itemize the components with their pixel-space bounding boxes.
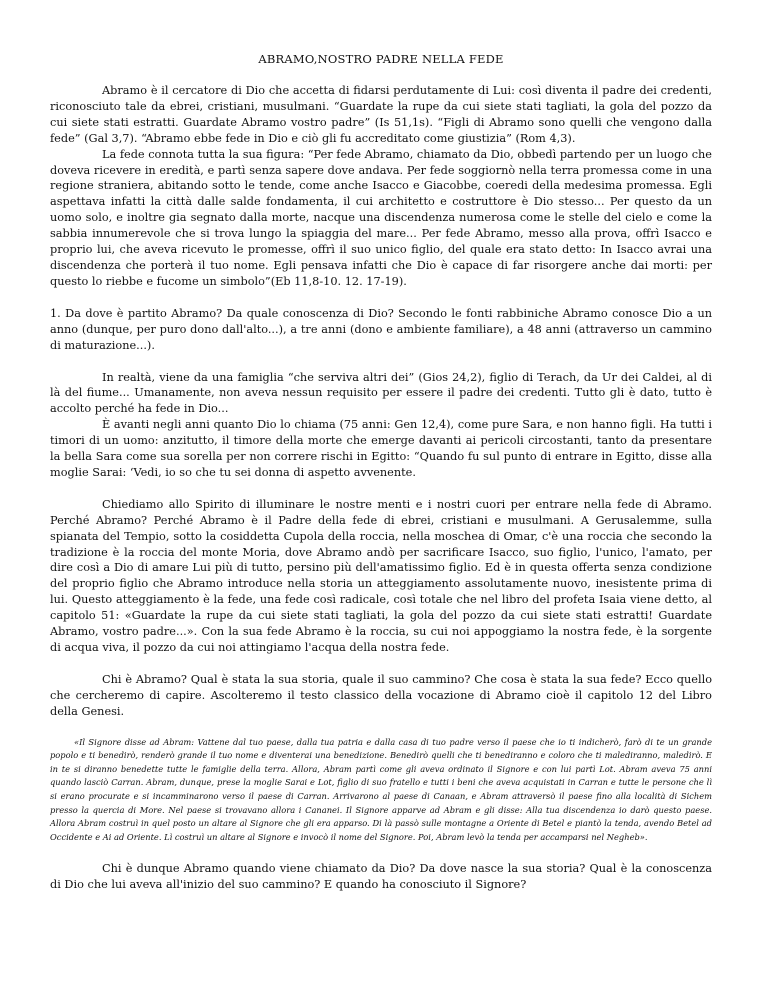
paragraph-spirit: Chiediamo allo Spirito di illuminare le nostre menti e i nostri cuori per entrare nella fede di Abramo. Perché Abramo? Perché Abramo è il Padre della fede di ebrei, cristiani e musulmani. A Gerusalemme, sulla spianata del Tempio, sotto la cosiddetta Cupola della roccia, nella moschea di Omar, c'è una roccia che secondo la tradizione è la roccia del monte Moria, dove Abramo andò per sacrificare Isacco, suo figlio, l'unico, l'amato, per dire così a Dio di amare Lui più di tutto, persino più dell'amatissimo figlio. Ed è in questa offerta senza condizione del proprio figlio che Abramo introduce nella storia un atteggiamento assolutamente nuovo, inesistente prima di lui. Questo atteggiamento è la fede, una fede così radicale, così totale che nel libro del profeta Isaia viene detto, al capitolo 51: «Guardate la rupe da cui siete stati tagliati, la gola del pozzo da cui siete stati estratti! Guardate Abramo, vostro padre...». Con la sua fede Abramo è la roccia, su cui noi appoggiamo la nostra fede, è la sorgente di acqua viva, il pozzo da cui noi attingiamo l'acqua della nostra fede. — [50, 497, 712, 654]
paragraph-intro: Abramo è il cercatore di Dio che accetta di fidarsi perdutamente di Lui: così diventa il padre dei credenti, riconosciuto tale da ebrei, cristiani, musulmani. “Guardate la rupe da cui siete stati tagliati, la gola del pozzo da cui siete stati estratti. Guardate Abramo vostro padre” (Is 51,1s). “Figli di Abramo sono quelli che vengono dalla fede” (Gal 3,7). “Abramo ebbe fede in Dio e ciò gli fu accreditato come giustizia” (Rom 4,3). — [50, 84, 712, 145]
paragraph-who-is-abraham: Chi è Abramo? Qual è stata la sua storia, quale il suo cammino? Che cosa è stata la sua fede? Ecco quello che cercheremo di capire. Ascolteremo il testo classico della vocazione di Abramo cioè il capitolo 12 del Libro della Genesi. — [50, 672, 712, 718]
genesis-quote: «Il Signore disse ad Abram: Vattene dal tuo paese, dalla tua patria e dalla casa di tuo padre verso il paese che io ti indicherò, farò di te un grande popolo e ti benedirò, renderò grande il tuo nome e diventerai una benedizione. Benedirò quelli che ti benediranno e coloro che ti malediranno, maledirò. E in te si diranno benedette tutte le famiglie della terra. Allora, Abram partì come gli aveva ordinato il Signore e con lui partì Lot. Abram aveva 75 anni quando lasciò Carran. Abram, dunque, prese la moglie Sarai e Lot, figlio di suo fratello e tutti i beni che aveva acquistati in Carran e tutte le persone che lì si erano procurate e si incamminarono verso il paese di Carran. Arrivarono al paese di Canaan, e Abram attraversò il paese fino alla località di Sichem presso la quercia di More. Nel paese si trovavano allora i Cananei. Il Signore apparve ad Abram e gli disse: Alla tua discendenza io darò questo paese. Allora Abram costruì in quel posto un altare al Signore che gli era apparso. Di là passò sulle montagne a Oriente di Betel e piantò la tenda, avendo Betel ad Occidente e Ai ad Oriente. Lì costruì un altare al Signore e invocò il nome del Signore. Poi, Abram levò la tenda per accamparsi nel Negheb». — [50, 736, 712, 842]
paragraph-age: È avanti negli anni quanto Dio lo chiama (75 anni: Gen 12,4), come pure Sara, e non hanno figli. Ha tutti i timori di un uomo: anzitutto, il timore della morte che emerge davanti ai pericoli circostanti, tanto da presentare la bella Sara come sua sorella per non correre rischi in Egitto: “Quando fu sul punto di entrare in Egitto, disse alla moglie Sarai: ‘Vedi, io so che tu sei donna di aspetto avvenente. — [50, 418, 712, 479]
paragraph-question-1: 1. Da dove è partito Abramo? Da quale conoscenza di Dio? Secondo le fonti rabbiniche Abramo conosce Dio a un anno (dunque, per puro dono dall'alto...), a tre anni (dono e ambiente familiare), a 48 anni (attraverso un cammino di maturazione...). — [50, 306, 712, 352]
paragraph-origin: In realtà, viene da una famiglia “che serviva altri dei” (Gios 24,2), figlio di Terach, da Ur dei Caldei, al di là del fiume... Umanamente, non aveva nessun requisito per essere il padre dei credenti. Tutto gli è dato, tutto è accolto perché ha fede in Dio... — [50, 370, 712, 416]
paragraph-faith: La fede connota tutta la sua figura: “Per fede Abramo, chiamato da Dio, obbedì partendo per un luogo che doveva ricevere in eredità, e partì senza sapere dove andava. Per fede soggiornò nella terra promessa come in una regione straniera, abitando sotto le tende, come anche Isacco e Giacobbe, coeredi della medesima promessa. Egli aspettava infatti la città dalle salde fondamenta, il cui architetto e costruttore è Dio stesso... Per questo da un uomo solo, e inoltre gia segnato dalla morte, nacque una discendenza numerosa come le stelle del cielo e come la sabbia innumerevole che si trova lungo la spiaggia del mare... Per fede Abramo, messo alla prova, offrì Isacco e proprio lui, che aveva ricevuto le promesse, offrì il suo unico figlio, del quale era stato detto: In Isacco avrai una discendenza che porterà il tuo nome. Egli pensava infatti che Dio è capace di far risorgere anche dai morti: per questo lo riebbe e fucome un simbolo”(Eb 11,8-10. 12. 17-19). — [50, 147, 712, 288]
page-title: ABRAMO,NOSTRO PADRE NELLA FEDE — [258, 52, 504, 66]
paragraph-closing: Chi è dunque Abramo quando viene chiamato da Dio? Da dove nasce la sua storia? Qual è la conoscenza di Dio che lui aveva all'inizio del suo cammino? E quando ha conosciuto il Signore? — [50, 862, 712, 892]
